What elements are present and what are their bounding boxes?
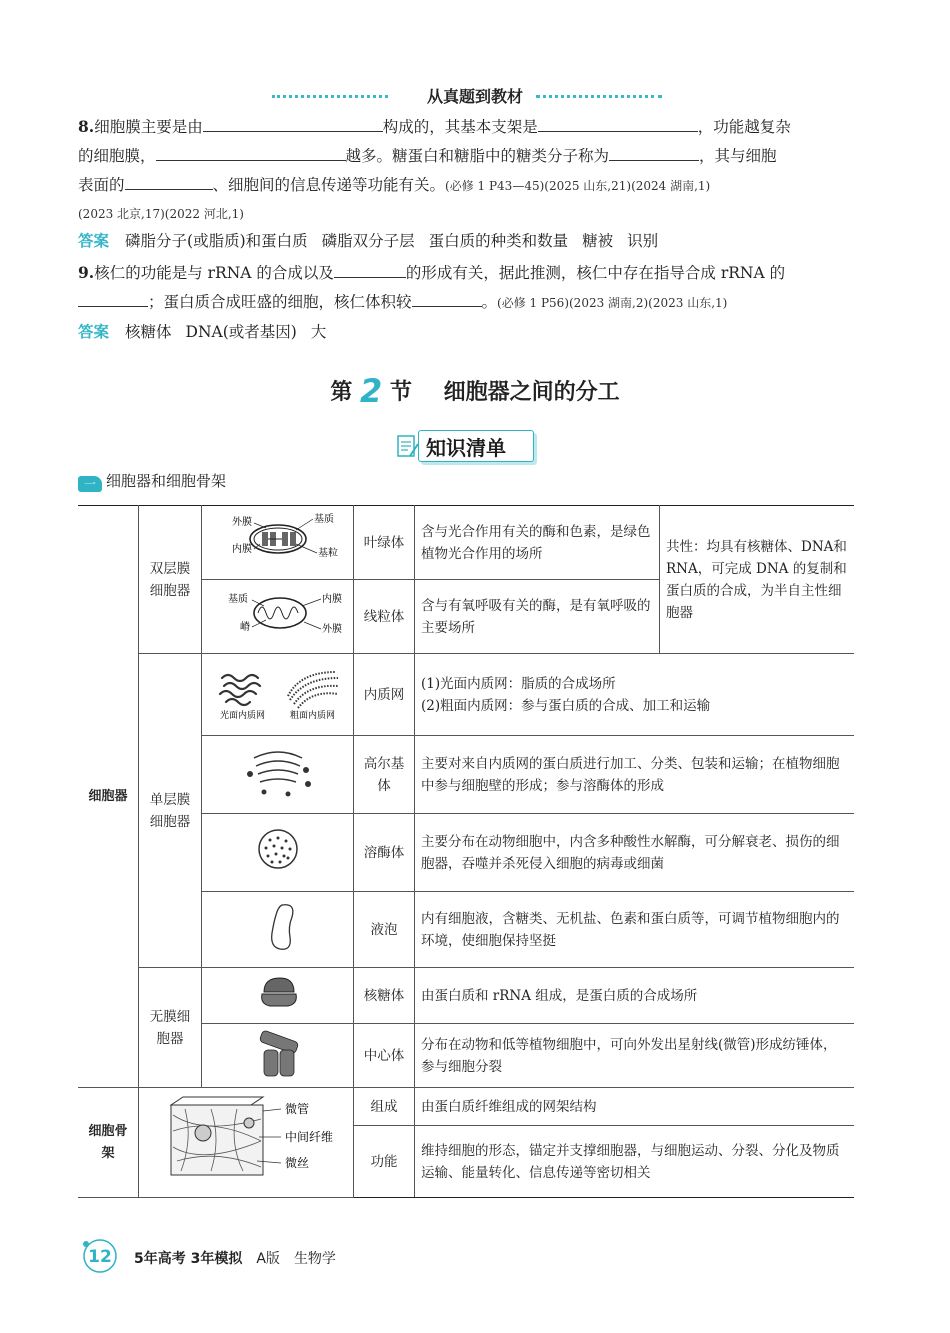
ribosome-name: 核糖体 bbox=[354, 968, 415, 1024]
mitochondrion-picture bbox=[202, 580, 354, 654]
er-name: 内质网 bbox=[354, 654, 415, 736]
cytoskeleton-picture bbox=[139, 1088, 354, 1198]
section-suffix: 节 bbox=[389, 379, 412, 405]
centrosome-icon bbox=[210, 1026, 346, 1078]
question-text: 核仁的功能是与 rRNA 的合成以及 bbox=[94, 264, 334, 282]
answer-label: 答案 bbox=[78, 323, 110, 341]
pic-label: 基粒 bbox=[317, 548, 338, 559]
pic-label: 外膜 bbox=[231, 517, 252, 528]
pic-label: 内膜 bbox=[321, 594, 342, 605]
question-text: 表面的 bbox=[78, 176, 125, 194]
question-text: 。 bbox=[481, 293, 498, 311]
question-text: 细胞膜主要是由 bbox=[94, 118, 203, 136]
answer-item: 磷脂分子(或脂质)和蛋白质 bbox=[125, 232, 308, 250]
answer-label: 答案 bbox=[78, 232, 110, 250]
question-text: 越多。糖蛋白和糖脂中的糖类分子称为 bbox=[345, 147, 610, 165]
header-title: 从真题到教材 bbox=[426, 87, 523, 106]
page-number: 12 bbox=[88, 1247, 112, 1267]
mitochondrion-name: 线粒体 bbox=[354, 580, 415, 654]
vacuole-name: 液泡 bbox=[354, 892, 415, 968]
cytoskeleton-composition-name: 组成 bbox=[354, 1088, 415, 1126]
cytoskeleton-function-name: 功能 bbox=[354, 1126, 415, 1198]
question-text: 的细胞膜， bbox=[78, 147, 156, 165]
answer-item: 磷脂双分子层 bbox=[321, 232, 415, 250]
single-membrane-label: 单层膜细胞器 bbox=[139, 654, 202, 968]
question-text: 的形成有关，据此推测，核仁中存在指导合成 rRNA 的 bbox=[405, 264, 786, 282]
question-source: (必修 1 P56)(2023 湖南,2)(2023 山东,1) bbox=[497, 296, 728, 310]
lysosome-picture bbox=[202, 814, 354, 892]
mitochondrion-desc: 含与有氧呼吸有关的酶，是有氧呼吸的主要场所 bbox=[415, 580, 660, 654]
vacuole-icon bbox=[210, 895, 346, 957]
answer-item: 核糖体 bbox=[125, 323, 172, 341]
double-membrane-label: 双层膜细胞器 bbox=[139, 506, 202, 654]
question-8 bbox=[78, 112, 858, 256]
er-picture bbox=[202, 654, 354, 736]
question-number: 9. bbox=[78, 263, 95, 282]
group-organelle: 细胞器 bbox=[78, 506, 139, 1088]
cytoskeleton-function-desc: 维持细胞的形态，锚定并支撑细胞器，与细胞运动、分裂、分化及物质运输、能量转化、信息传递等密切相关 bbox=[415, 1126, 855, 1198]
pic-label: 粗面内质网 bbox=[289, 711, 335, 721]
answer-blank bbox=[125, 171, 213, 190]
golgi-name: 高尔基体 bbox=[354, 736, 415, 814]
pic-label: 内膜 bbox=[231, 544, 252, 555]
answer-blank bbox=[609, 142, 699, 161]
subheading-tag: 一 bbox=[78, 476, 102, 492]
section-name: 细胞器之间的分工 bbox=[443, 379, 620, 405]
mitochondrion-icon bbox=[210, 582, 346, 644]
pic-label: 微管 bbox=[285, 1102, 310, 1116]
footer-edition: A版 bbox=[256, 1251, 280, 1267]
centrosome-name: 中心体 bbox=[354, 1024, 415, 1088]
answer-blank bbox=[156, 142, 346, 161]
answer-blank bbox=[538, 113, 698, 132]
banner-label: 知识清单 bbox=[426, 436, 506, 460]
ribosome-picture bbox=[202, 968, 354, 1024]
question-text: ，其与细胞 bbox=[699, 147, 777, 165]
organelle-table bbox=[78, 505, 854, 1198]
answer-item: 糖被 bbox=[582, 232, 614, 250]
endoplasmic-reticulum-icon bbox=[210, 660, 346, 722]
pic-label: 嵴 bbox=[239, 622, 250, 633]
chloroplast-name: 叶绿体 bbox=[354, 506, 415, 580]
cytoskeleton-icon bbox=[141, 1091, 351, 1187]
question-number: 8. bbox=[78, 117, 95, 136]
knowledge-banner bbox=[396, 430, 534, 462]
answer-item: 识别 bbox=[627, 232, 659, 250]
cytoskeleton-composition-desc: 由蛋白质纤维组成的网架结构 bbox=[415, 1088, 855, 1126]
no-membrane-label: 无膜细胞器 bbox=[139, 968, 202, 1088]
lysosome-desc: 主要分布在动物细胞中，内含多种酸性水解酶，可分解衰老、损伤的细胞器，吞噬并杀死侵入细胞的病毒或细菌 bbox=[415, 814, 855, 892]
pic-label: 基质 bbox=[313, 514, 334, 525]
question-text: ，功能越复杂 bbox=[697, 118, 791, 136]
notepad-icon bbox=[396, 432, 420, 460]
answer-item: 大 bbox=[310, 323, 327, 341]
chloroplast-picture bbox=[202, 506, 354, 580]
answer-item: 蛋白质的种类和数量 bbox=[428, 232, 569, 250]
answer-item: DNA(或者基因) bbox=[185, 323, 297, 341]
pic-label: 中间纤维 bbox=[285, 1130, 334, 1144]
vacuole-desc: 内有细胞液，含糖类、无机盐、色素和蛋白质等，可调节植物细胞内的环境，使细胞保持坚挺 bbox=[415, 892, 855, 968]
subheading bbox=[78, 470, 226, 492]
golgi-desc: 主要对来自内质网的蛋白质进行加工、分类、包装和运输；在植物细胞中参与细胞壁的形成；参与溶酶体的形成 bbox=[415, 736, 855, 814]
section-number: 2 bbox=[360, 372, 383, 410]
er-desc-line: (2)粗面内质网：参与蛋白质的合成、加工和运输 bbox=[421, 697, 711, 714]
question-text: 、细胞间的信息传递等功能有关。 bbox=[212, 176, 446, 194]
pic-label: 微丝 bbox=[285, 1156, 310, 1170]
chloroplast-desc: 含与光合作用有关的酶和色素，是绿色植物光合作用的场所 bbox=[415, 506, 660, 580]
centrosome-desc: 分布在动物和低等植物细胞中，可向外发出星射线(微管)形成纺锤体，参与细胞分裂 bbox=[415, 1024, 855, 1088]
pic-label: 外膜 bbox=[321, 624, 342, 635]
answer-blank bbox=[78, 288, 148, 307]
lysosome-name: 溶酶体 bbox=[354, 814, 415, 892]
page-number-badge bbox=[78, 1238, 120, 1274]
answer-blank bbox=[334, 259, 406, 278]
er-desc bbox=[415, 654, 855, 736]
pic-label: 基质 bbox=[227, 594, 248, 605]
pic-label: 光面内质网 bbox=[219, 711, 265, 721]
footer-book: 5年高考 3年模拟 bbox=[134, 1251, 243, 1267]
golgi-icon bbox=[210, 740, 346, 802]
chloroplast-icon bbox=[210, 508, 346, 570]
header-dots-right bbox=[536, 95, 662, 102]
section-prefix: 第 bbox=[330, 379, 353, 405]
question-source-2: (2023 北京,17)(2022 河北,1) bbox=[78, 207, 244, 221]
answer-blank bbox=[412, 288, 482, 307]
golgi-picture bbox=[202, 736, 354, 814]
ribosome-desc: 由蛋白质和 rRNA 组成，是蛋白质的合成场所 bbox=[415, 968, 855, 1024]
question-text: ；蛋白质合成旺盛的细胞，核仁体积较 bbox=[148, 293, 412, 311]
footer-text bbox=[134, 1248, 336, 1268]
section-title bbox=[0, 372, 950, 410]
question-text: 构成的，其基本支架是 bbox=[382, 118, 538, 136]
vacuole-picture bbox=[202, 892, 354, 968]
ribosome-icon bbox=[210, 970, 346, 1014]
er-desc-line: (1)光面内质网：脂质的合成场所 bbox=[421, 675, 616, 692]
question-source: (必修 1 P43—45)(2025 山东,21)(2024 湖南,1) bbox=[445, 179, 711, 193]
footer-subject: 生物学 bbox=[293, 1251, 336, 1267]
question-9 bbox=[78, 258, 858, 347]
lysosome-icon bbox=[210, 818, 346, 880]
double-membrane-shared: 共性：均具有核糖体、DNA和 RNA，可完成 DNA 的复制和蛋白质的合成，为半自主性细胞器 bbox=[660, 506, 855, 654]
answer-9 bbox=[78, 318, 858, 347]
answer-8 bbox=[78, 227, 858, 256]
subheading-text: 细胞器和细胞骨架 bbox=[106, 472, 227, 490]
centrosome-picture bbox=[202, 1024, 354, 1088]
answer-blank bbox=[203, 113, 383, 132]
group-cytoskeleton: 细胞骨架 bbox=[78, 1088, 139, 1198]
